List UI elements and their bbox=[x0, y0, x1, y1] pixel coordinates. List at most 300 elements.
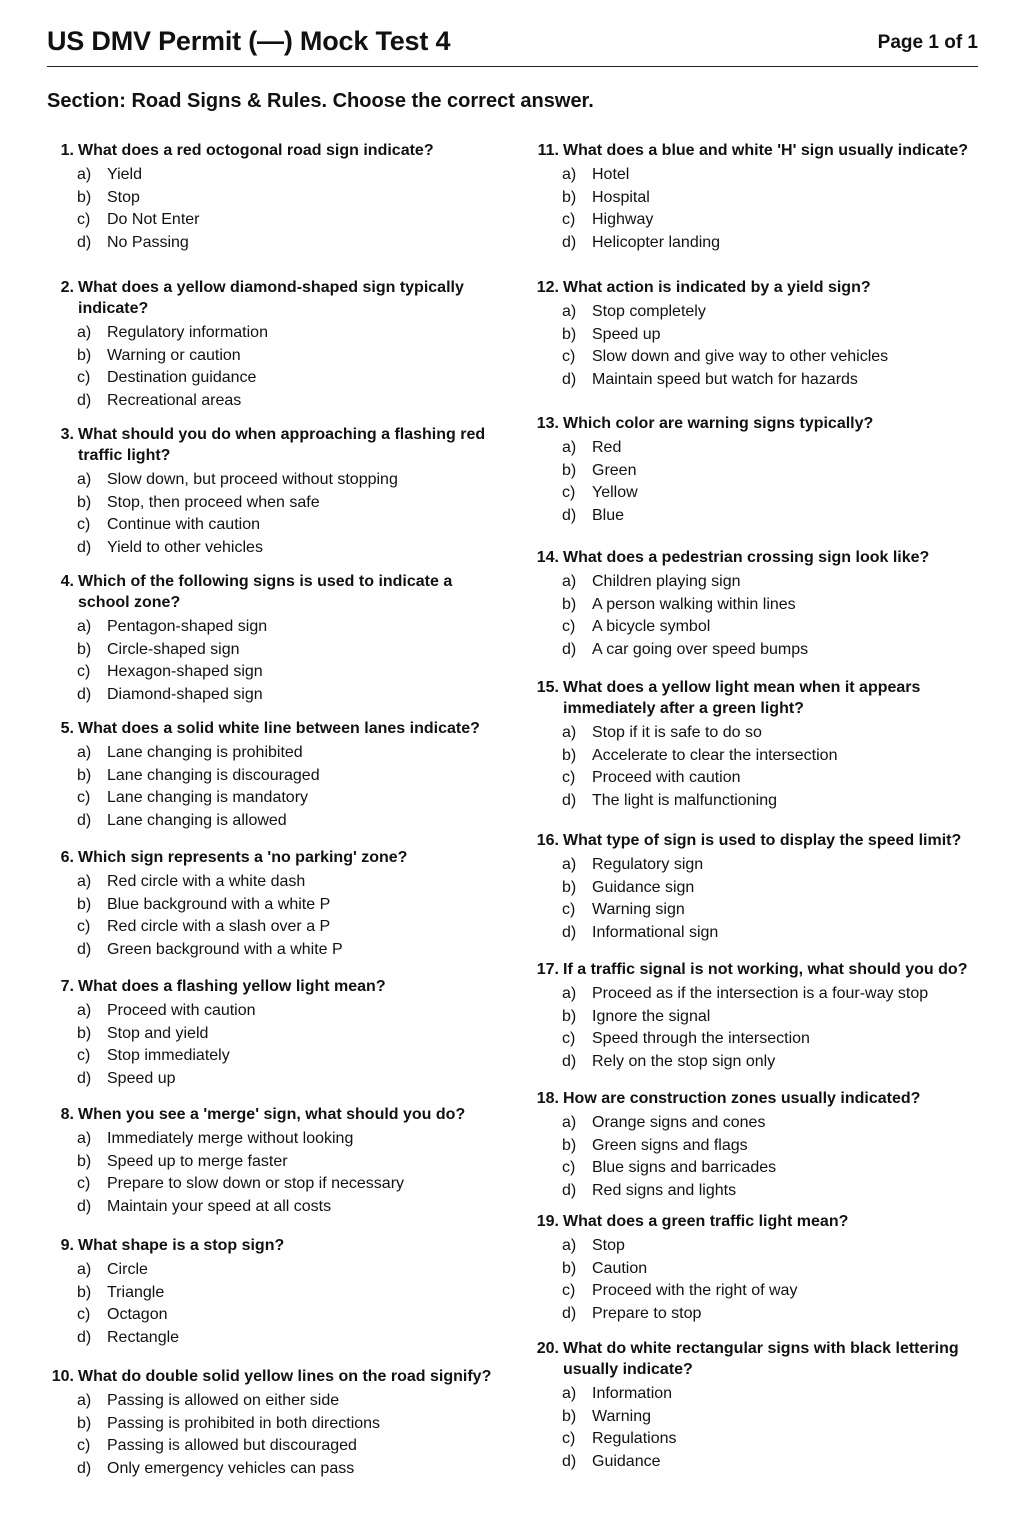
option-text: Speed up to merge faster bbox=[107, 1152, 288, 1170]
answer-option[interactable] bbox=[562, 482, 977, 505]
answer-option[interactable] bbox=[562, 1258, 977, 1281]
answer-option[interactable] bbox=[562, 1006, 977, 1029]
option-letter: c) bbox=[77, 1306, 91, 1323]
question-text: What shape is a stop sign? bbox=[78, 1237, 285, 1254]
answer-option[interactable] bbox=[562, 301, 977, 324]
option-letter: b) bbox=[77, 346, 92, 364]
question-heading bbox=[532, 547, 977, 568]
option-text: Warning sign bbox=[592, 901, 685, 918]
option-letter: c) bbox=[562, 769, 576, 786]
option-text: Proceed with caution bbox=[107, 1002, 256, 1019]
option-text: Children playing sign bbox=[592, 573, 741, 590]
option-letter: b) bbox=[562, 1259, 577, 1277]
answer-option[interactable] bbox=[562, 1051, 977, 1074]
question-block bbox=[532, 547, 977, 661]
option-text: Green signs and flags bbox=[592, 1136, 748, 1154]
option-text: A bicycle symbol bbox=[592, 618, 711, 635]
option-letter: d) bbox=[562, 506, 577, 524]
option-text: Red signs and lights bbox=[592, 1181, 737, 1199]
option-letter: c) bbox=[562, 1030, 576, 1047]
answer-option[interactable] bbox=[562, 1428, 977, 1451]
option-letter: b) bbox=[562, 1407, 577, 1425]
option-text: Stop immediately bbox=[107, 1047, 230, 1064]
option-text: Diamond-shaped sign bbox=[107, 685, 263, 703]
answer-option[interactable] bbox=[77, 232, 492, 255]
answer-options bbox=[562, 983, 977, 1073]
option-text: Passing is allowed on either side bbox=[107, 1392, 340, 1409]
question-heading bbox=[532, 1088, 977, 1109]
option-letter: b) bbox=[562, 188, 577, 206]
option-text: Green background with a white P bbox=[107, 940, 343, 958]
answer-option[interactable] bbox=[77, 1304, 492, 1327]
question-text: When you see a 'merge' sign, what should you do? bbox=[78, 1106, 466, 1123]
answer-option[interactable] bbox=[562, 594, 977, 617]
question-heading bbox=[532, 830, 977, 851]
option-text: Speed up bbox=[107, 1069, 176, 1087]
option-text: Blue bbox=[592, 506, 625, 524]
answer-option[interactable] bbox=[562, 1235, 977, 1258]
answer-option[interactable] bbox=[562, 187, 977, 210]
option-text: Yield bbox=[107, 166, 142, 183]
answer-option[interactable] bbox=[562, 790, 977, 813]
question-text: What does a solid white line between lanes indicate? bbox=[78, 720, 480, 737]
option-text: Do Not Enter bbox=[107, 211, 200, 228]
option-text: Maintain your speed at all costs bbox=[107, 1197, 332, 1215]
option-text: Proceed with the right of way bbox=[592, 1282, 798, 1299]
option-letter: c) bbox=[77, 369, 91, 386]
option-letter: a) bbox=[562, 303, 577, 320]
answer-options bbox=[562, 722, 977, 812]
option-text: Slow down and give way to other vehicles bbox=[592, 348, 889, 365]
answer-option[interactable] bbox=[562, 1180, 977, 1203]
question-block bbox=[47, 140, 492, 254]
option-letter: b) bbox=[77, 1414, 92, 1432]
question-heading bbox=[532, 140, 977, 161]
question-block bbox=[47, 718, 492, 832]
question-heading bbox=[532, 677, 977, 719]
answer-option[interactable] bbox=[562, 877, 977, 900]
answer-option[interactable] bbox=[562, 232, 977, 255]
option-text: Immediately merge without looking bbox=[107, 1130, 354, 1147]
page-header bbox=[47, 0, 978, 67]
option-letter: c) bbox=[562, 1159, 576, 1176]
answer-options bbox=[77, 469, 492, 559]
question-number: 2. bbox=[60, 279, 74, 296]
option-letter: d) bbox=[77, 538, 92, 556]
question-block bbox=[47, 1104, 492, 1218]
option-letter: b) bbox=[562, 1007, 577, 1025]
answer-option[interactable] bbox=[77, 1259, 492, 1282]
option-letter: a) bbox=[562, 1237, 577, 1254]
answer-options bbox=[562, 1235, 977, 1325]
option-letter: d) bbox=[562, 1052, 577, 1070]
question-text: What does a green traffic light mean? bbox=[563, 1213, 849, 1230]
option-letter: a) bbox=[77, 471, 92, 488]
question-block bbox=[532, 1211, 977, 1325]
question-block bbox=[532, 277, 977, 391]
option-letter: d) bbox=[77, 1197, 92, 1215]
answer-option[interactable] bbox=[562, 437, 977, 460]
answer-option[interactable] bbox=[77, 810, 492, 833]
answer-option[interactable] bbox=[562, 209, 977, 232]
option-text: Caution bbox=[592, 1259, 648, 1277]
answer-option[interactable] bbox=[77, 209, 492, 232]
question-number: 8. bbox=[60, 1106, 74, 1123]
question-number: 14. bbox=[536, 549, 559, 566]
option-text: Regulations bbox=[592, 1430, 677, 1447]
answer-option[interactable] bbox=[77, 1023, 492, 1046]
question-number: 18. bbox=[536, 1090, 559, 1107]
question-text: What does a pedestrian crossing sign look like? bbox=[563, 549, 930, 566]
question-heading bbox=[47, 424, 492, 466]
answer-option[interactable] bbox=[77, 661, 492, 684]
option-letter: d) bbox=[562, 233, 577, 251]
question-number: 16. bbox=[536, 832, 559, 849]
option-letter: b) bbox=[77, 640, 92, 658]
answer-option[interactable] bbox=[77, 1282, 492, 1305]
option-text: Maintain speed but watch for hazards bbox=[592, 370, 858, 388]
option-letter: b) bbox=[562, 878, 577, 896]
question-text: What do white rectangular signs with black lettering usually indicate? bbox=[563, 1340, 959, 1378]
option-text: Highway bbox=[592, 211, 654, 228]
answer-option[interactable] bbox=[77, 1128, 492, 1151]
option-text: Destination guidance bbox=[107, 369, 257, 386]
option-letter: b) bbox=[77, 1024, 92, 1042]
option-letter: c) bbox=[562, 1430, 576, 1447]
option-letter: c) bbox=[562, 618, 576, 635]
question-block bbox=[532, 677, 977, 812]
option-text: Passing is prohibited in both directions bbox=[107, 1414, 381, 1432]
option-text: Slow down, but proceed without stopping bbox=[107, 471, 398, 488]
question-text: What does a yellow light mean when it appears immediately after a green light? bbox=[563, 679, 921, 717]
option-letter: c) bbox=[77, 1437, 91, 1454]
question-heading bbox=[532, 413, 977, 434]
option-letter: d) bbox=[562, 640, 577, 658]
question-heading bbox=[47, 1366, 492, 1387]
answer-options bbox=[77, 871, 492, 961]
question-text: What do double solid yellow lines on the road signify? bbox=[78, 1368, 492, 1385]
option-text: Hexagon-shaped sign bbox=[107, 663, 263, 680]
option-letter: a) bbox=[77, 1392, 92, 1409]
answer-option[interactable] bbox=[77, 871, 492, 894]
answer-option[interactable] bbox=[562, 1451, 977, 1474]
option-text: Blue background with a white P bbox=[107, 895, 331, 913]
answer-option[interactable] bbox=[77, 537, 492, 560]
option-letter: c) bbox=[562, 211, 576, 228]
option-letter: d) bbox=[562, 1304, 577, 1322]
option-letter: d) bbox=[77, 391, 92, 409]
answer-option[interactable] bbox=[562, 1028, 977, 1051]
question-heading bbox=[47, 1235, 492, 1256]
question-block bbox=[47, 1366, 492, 1480]
answer-option[interactable] bbox=[562, 854, 977, 877]
option-letter: b) bbox=[77, 1283, 92, 1301]
answer-option[interactable] bbox=[562, 1157, 977, 1180]
answer-option[interactable] bbox=[77, 514, 492, 537]
question-block bbox=[532, 1338, 977, 1473]
question-number: 3. bbox=[60, 426, 74, 443]
answer-option[interactable] bbox=[77, 616, 492, 639]
option-letter: c) bbox=[77, 211, 91, 228]
answer-option[interactable] bbox=[77, 367, 492, 390]
answer-option[interactable] bbox=[77, 187, 492, 210]
answer-option[interactable] bbox=[77, 1327, 492, 1350]
option-text: Proceed with caution bbox=[592, 769, 741, 786]
option-letter: a) bbox=[77, 166, 92, 183]
answer-options bbox=[562, 854, 977, 944]
option-text: Octagon bbox=[107, 1306, 168, 1323]
option-letter: c) bbox=[562, 484, 576, 501]
question-heading bbox=[47, 976, 492, 997]
answer-options bbox=[562, 437, 977, 527]
option-text: Speed through the intersection bbox=[592, 1030, 810, 1047]
option-letter: a) bbox=[562, 856, 577, 873]
question-text: If a traffic signal is not working, what should you do? bbox=[563, 961, 968, 978]
question-text: Which sign represents a 'no parking' zone? bbox=[78, 849, 408, 866]
answer-option[interactable] bbox=[562, 369, 977, 392]
option-text: Red circle with a white dash bbox=[107, 873, 306, 890]
option-letter: d) bbox=[562, 923, 577, 941]
question-heading bbox=[532, 1338, 977, 1380]
answer-option[interactable] bbox=[77, 1458, 492, 1481]
answer-options bbox=[562, 1112, 977, 1202]
question-number: 5. bbox=[60, 720, 74, 737]
option-text: Prepare to slow down or stop if necessary bbox=[107, 1175, 405, 1192]
option-letter: d) bbox=[77, 1069, 92, 1087]
option-text: Only emergency vehicles can pass bbox=[107, 1459, 355, 1477]
option-text: Stop and yield bbox=[107, 1024, 209, 1042]
question-number: 1. bbox=[60, 142, 74, 159]
option-letter: c) bbox=[77, 1047, 91, 1064]
answer-options bbox=[562, 164, 977, 254]
option-letter: b) bbox=[562, 461, 577, 479]
answer-options bbox=[562, 571, 977, 661]
page-number: Page 1 of 1 bbox=[877, 32, 978, 53]
option-text: Warning bbox=[592, 1407, 651, 1425]
answer-option[interactable] bbox=[562, 346, 977, 369]
question-heading bbox=[532, 1211, 977, 1232]
option-text: Red bbox=[592, 439, 622, 456]
option-text: Regulatory information bbox=[107, 324, 268, 341]
question-number: 13. bbox=[536, 415, 559, 432]
answer-option[interactable] bbox=[562, 616, 977, 639]
question-number: 7. bbox=[60, 978, 74, 995]
question-text: What type of sign is used to display the speed limit? bbox=[563, 832, 962, 849]
option-letter: a) bbox=[77, 873, 92, 890]
answer-options bbox=[77, 742, 492, 832]
question-number: 19. bbox=[536, 1213, 559, 1230]
option-text: Circle bbox=[107, 1261, 148, 1278]
question-text: What does a red octogonal road sign indicate? bbox=[78, 142, 434, 159]
answer-option[interactable] bbox=[77, 916, 492, 939]
option-letter: b) bbox=[562, 595, 577, 613]
answer-option[interactable] bbox=[562, 767, 977, 790]
option-letter: c) bbox=[77, 663, 91, 680]
option-letter: c) bbox=[77, 1175, 91, 1192]
option-text: Lane changing is prohibited bbox=[107, 744, 303, 761]
answer-option[interactable] bbox=[77, 894, 492, 917]
question-block bbox=[47, 424, 492, 559]
question-text: What should you do when approaching a flashing red traffic light? bbox=[78, 426, 486, 464]
option-text: Helicopter landing bbox=[592, 233, 721, 251]
answer-option[interactable] bbox=[562, 460, 977, 483]
question-block bbox=[47, 847, 492, 961]
option-letter: b) bbox=[77, 895, 92, 913]
question-text: What does a blue and white 'H' sign usually indicate? bbox=[563, 142, 968, 159]
option-letter: b) bbox=[562, 1136, 577, 1154]
option-letter: a) bbox=[77, 1002, 92, 1019]
question-number: 20. bbox=[536, 1340, 559, 1357]
option-text: Accelerate to clear the intersection bbox=[592, 746, 838, 764]
answer-options bbox=[77, 164, 492, 254]
option-letter: c) bbox=[77, 918, 91, 935]
question-heading bbox=[532, 959, 977, 980]
answer-option[interactable] bbox=[77, 345, 492, 368]
answer-option[interactable] bbox=[562, 505, 977, 528]
question-text: Which color are warning signs typically? bbox=[563, 415, 874, 432]
option-text: Regulatory sign bbox=[592, 856, 704, 873]
option-letter: d) bbox=[562, 791, 577, 809]
option-text: Hospital bbox=[592, 188, 650, 206]
answer-option[interactable] bbox=[77, 1196, 492, 1219]
option-letter: d) bbox=[77, 940, 92, 958]
answer-option[interactable] bbox=[77, 1390, 492, 1413]
answer-option[interactable] bbox=[77, 787, 492, 810]
answer-option[interactable] bbox=[77, 492, 492, 515]
option-letter: a) bbox=[562, 985, 577, 1002]
answer-option[interactable] bbox=[77, 1068, 492, 1091]
answer-options bbox=[77, 1390, 492, 1480]
option-text: Green bbox=[592, 461, 637, 479]
option-text: Stop bbox=[592, 1237, 625, 1254]
answer-option[interactable] bbox=[562, 922, 977, 945]
answer-options bbox=[77, 1000, 492, 1090]
question-heading bbox=[47, 718, 492, 739]
answer-option[interactable] bbox=[562, 1303, 977, 1326]
answer-option[interactable] bbox=[77, 390, 492, 413]
option-letter: b) bbox=[77, 1152, 92, 1170]
answer-option[interactable] bbox=[77, 1151, 492, 1174]
answer-option[interactable] bbox=[77, 639, 492, 662]
option-letter: a) bbox=[562, 573, 577, 590]
answer-option[interactable] bbox=[77, 939, 492, 962]
answer-option[interactable] bbox=[562, 1280, 977, 1303]
option-text: Proceed as if the intersection is a four-way stop bbox=[592, 985, 929, 1002]
option-text: Information bbox=[592, 1385, 673, 1402]
option-letter: d) bbox=[562, 1181, 577, 1199]
answer-options bbox=[77, 616, 492, 706]
answer-option[interactable] bbox=[77, 164, 492, 187]
answer-option[interactable] bbox=[77, 742, 492, 765]
option-text: Triangle bbox=[107, 1283, 165, 1301]
answer-option[interactable] bbox=[562, 1406, 977, 1429]
answer-options bbox=[77, 322, 492, 412]
answer-options bbox=[562, 1383, 977, 1473]
option-letter: c) bbox=[562, 348, 576, 365]
option-letter: d) bbox=[77, 233, 92, 251]
option-text: Stop, then proceed when safe bbox=[107, 493, 320, 511]
answer-option[interactable] bbox=[562, 324, 977, 347]
question-number: 4. bbox=[60, 573, 74, 590]
question-number: 11. bbox=[537, 142, 559, 159]
question-heading bbox=[47, 847, 492, 868]
option-letter: d) bbox=[77, 1459, 92, 1477]
option-text: Yellow bbox=[592, 484, 638, 501]
answer-option[interactable] bbox=[562, 1112, 977, 1135]
answer-option[interactable] bbox=[77, 1173, 492, 1196]
option-letter: c) bbox=[562, 1282, 576, 1299]
option-letter: a) bbox=[77, 1261, 92, 1278]
option-text: Rely on the stop sign only bbox=[592, 1052, 776, 1070]
option-letter: d) bbox=[77, 685, 92, 703]
answer-option[interactable] bbox=[562, 164, 977, 187]
answer-option[interactable] bbox=[562, 639, 977, 662]
option-text: Stop bbox=[107, 188, 140, 206]
answer-option[interactable] bbox=[77, 684, 492, 707]
answer-option[interactable] bbox=[77, 765, 492, 788]
option-letter: d) bbox=[562, 370, 577, 388]
answer-option[interactable] bbox=[77, 1000, 492, 1023]
question-number: 6. bbox=[60, 849, 74, 866]
answer-option[interactable] bbox=[562, 899, 977, 922]
option-text: Prepare to stop bbox=[592, 1304, 702, 1322]
option-letter: a) bbox=[562, 166, 577, 183]
option-letter: b) bbox=[562, 325, 577, 343]
answer-options bbox=[77, 1128, 492, 1218]
option-text: Guidance bbox=[592, 1452, 661, 1470]
question-number: 15. bbox=[536, 679, 559, 696]
option-letter: d) bbox=[77, 1328, 92, 1346]
answer-option[interactable] bbox=[77, 322, 492, 345]
answer-option[interactable] bbox=[77, 1435, 492, 1458]
answer-option[interactable] bbox=[77, 1413, 492, 1436]
question-block bbox=[47, 1235, 492, 1349]
question-number: 12. bbox=[536, 279, 559, 296]
option-text: A car going over speed bumps bbox=[592, 640, 809, 658]
question-block bbox=[47, 277, 492, 412]
option-text: Orange signs and cones bbox=[592, 1114, 766, 1131]
option-letter: a) bbox=[77, 744, 92, 761]
option-letter: a) bbox=[562, 724, 577, 741]
answer-option[interactable] bbox=[562, 1383, 977, 1406]
question-text: What does a yellow diamond-shaped sign typically indicate? bbox=[78, 279, 464, 317]
question-block bbox=[532, 413, 977, 527]
answer-option[interactable] bbox=[77, 1045, 492, 1068]
option-letter: a) bbox=[562, 1114, 577, 1131]
answer-option[interactable] bbox=[562, 1135, 977, 1158]
page-title: US DMV Permit (—) Mock Test 4 bbox=[47, 26, 451, 56]
option-text: Passing is allowed but discouraged bbox=[107, 1437, 357, 1454]
question-heading bbox=[47, 571, 492, 613]
option-text: Rectangle bbox=[107, 1328, 180, 1346]
answer-option[interactable] bbox=[562, 983, 977, 1006]
question-block bbox=[532, 1088, 977, 1202]
question-block bbox=[532, 830, 977, 944]
question-heading bbox=[47, 277, 492, 319]
answer-option[interactable] bbox=[562, 722, 977, 745]
option-text: Hotel bbox=[592, 166, 630, 183]
question-block bbox=[532, 959, 977, 1073]
question-number: 10. bbox=[51, 1368, 74, 1385]
answer-option[interactable] bbox=[562, 571, 977, 594]
question-text: Which of the following signs is used to indicate a school zone? bbox=[78, 573, 453, 611]
question-text: What does a flashing yellow light mean? bbox=[78, 978, 386, 995]
option-text: Yield to other vehicles bbox=[107, 538, 263, 556]
option-text: The light is malfunctioning bbox=[592, 791, 777, 809]
option-letter: a) bbox=[562, 439, 577, 456]
answer-option[interactable] bbox=[77, 469, 492, 492]
answer-option[interactable] bbox=[562, 745, 977, 768]
